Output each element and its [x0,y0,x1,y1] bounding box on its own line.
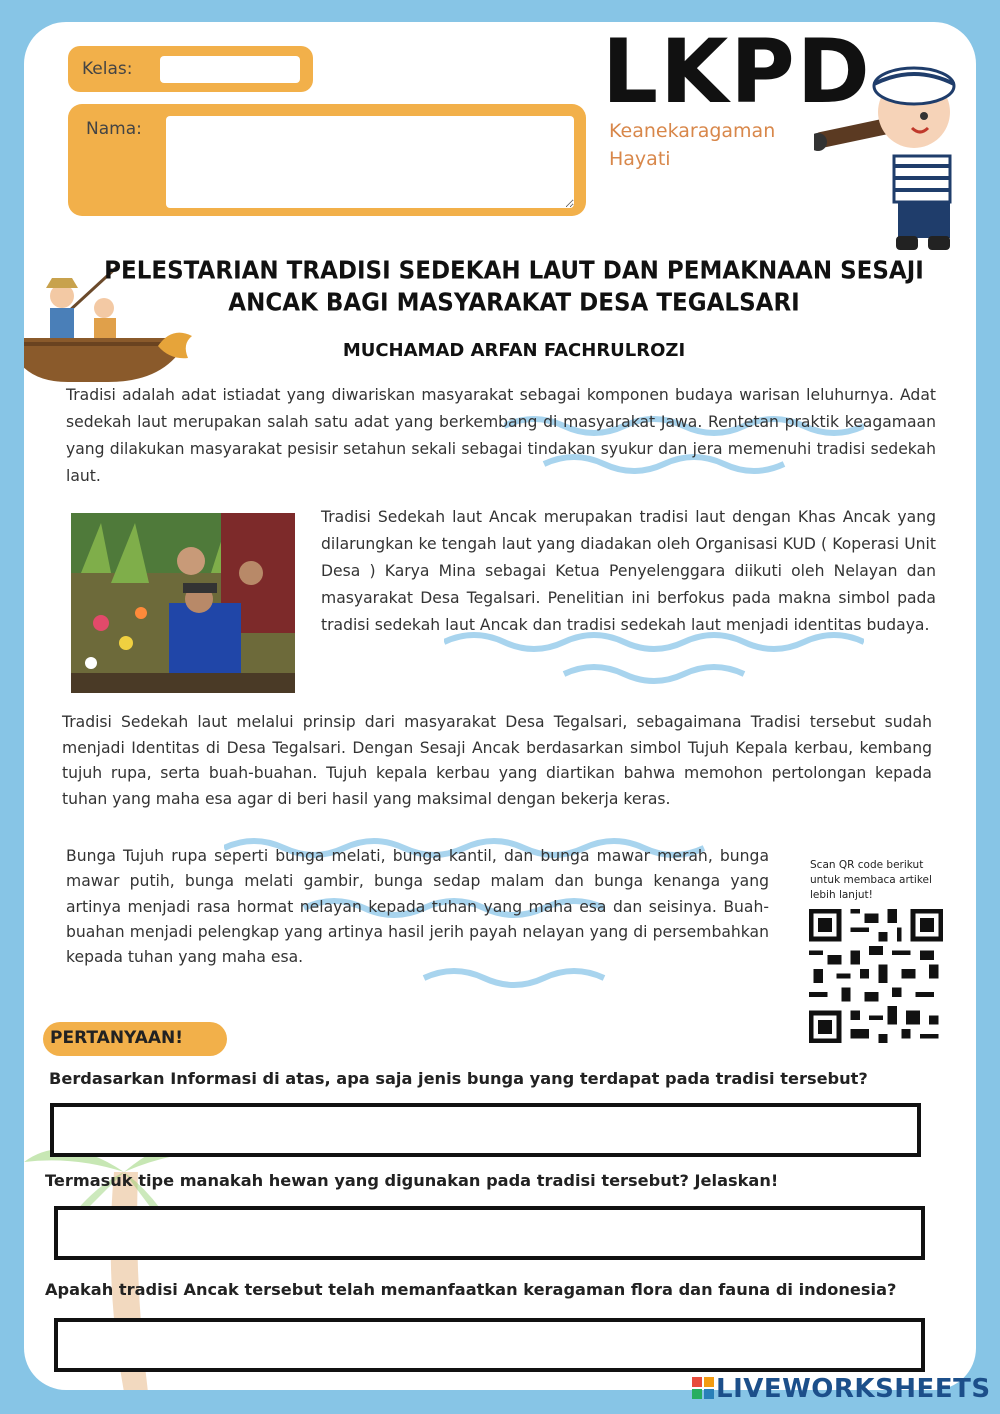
liveworksheets-logo[interactable] [692,1374,991,1404]
answer-2-input[interactable] [54,1206,925,1260]
article-paragraph: Tradisi Sedekah laut Ancak merupakan tradisi laut dengan Khas Ancak yang dilarungkan ke tengah laut yang diadakan oleh Organisasi KUD ( Koperasi Unit Desa ) Karya Mina sebagai Ketua Penyelenggara diikuti oleh Nelayan dan masyarakat Desa Tegalsari. Penelitian ini berfokus pada makna simbol pada tradisi sedekah laut Ancak dan tradisi sedekah laut menjadi identitas budaya. [321,508,936,634]
qr-code[interactable] [809,909,943,1043]
liveworksheets-text: LIVEWORKSHEETS [716,1374,991,1404]
article-paragraph: Tradisi Sedekah laut melalui prinsip dari masyarakat Desa Tegalsari, sebagaimana Tradisi tersebut sudah menjadi Identitas di Desa Tegalsari. Dengan Sesaji Ancak berdasarkan simbol Tujuh Kepala kerbau, kembang tujuh rupa, serta buah-buahan. Tujuh kepala kerbau yang diartikan bahwa memohon pertolongan kepada tuhan yang maha esa agar di beri hasil yang maksimal dengan bekerja keras. [62,713,932,808]
answer-3-input[interactable] [54,1318,925,1372]
liveworksheets-icon [692,1377,714,1399]
question-1: Berdasarkan Informasi di atas, apa saja jenis bunga yang terdapat pada tradisi tersebut? [49,1069,868,1088]
worksheet-page [24,22,976,1390]
questions-heading: PERTANYAAN! [50,1028,184,1048]
article-paragraph: Tradisi adalah adat istiadat yang diwariskan masyarakat sebagai komponen budaya warisan leluhurnya. Adat sedekah laut merupakan salah satu adat yang berkembang di masyarakat Jawa. Rentetan praktik keagamaan yang dilakukan masyarakat pesisir setahun sekali sebagai tindakan syukur dan jera memenuhi tradisi sedekah laut. [66,386,936,485]
qr-caption: Scan QR code berikut untuk membaca artikel lebih lanjut! [810,859,932,901]
answer-1-input[interactable] [50,1103,921,1157]
nama-input[interactable] [166,116,574,208]
worksheet-subject: Keanekaragaman Hayati [609,120,776,170]
nama-label: Nama: [86,119,142,139]
question-3: Apakah tradisi Ancak tersebut telah memanfaatkan keragaman flora dan fauna di indonesia? [45,1280,897,1299]
ceremony-photo [71,513,295,693]
article-author: MUCHAMAD ARFAN FACHRULROZI [342,340,686,361]
questions-heading-badge [43,1022,227,1056]
kelas-label: Kelas: [82,59,133,79]
question-2: Termasuk tipe manakah hewan yang digunakan pada tradisi tersebut? Jelaskan! [45,1171,779,1190]
article-paragraph: Bunga Tujuh rupa seperti bunga melati, bunga kantil, dan bunga mawar merah, bunga mawar putih, bunga melati gambir, bunga sedap malam dan bunga kenanga yang artinya menjadi rasa hormat nelayan kepada tuhan yang maha esa dan seisinya. Buah-buahan menjadi pelengkap yang artinya hasil jerih payah nelayan yang di persembahkan kepada tuhan yang maha esa. [66,847,769,967]
worksheet-brand: LKPD [602,22,872,123]
article-title: PELESTARIAN TRADISI SEDEKAH LAUT DAN PEMAKNAAN SESAJI ANCAK BAGI MASYARAKAT DESA TEGALSARI [104,256,924,318]
kelas-input[interactable] [160,56,300,83]
nama-field-group [68,104,586,216]
sailor-telescope-illustration [814,66,974,252]
kelas-field-group [68,46,313,92]
